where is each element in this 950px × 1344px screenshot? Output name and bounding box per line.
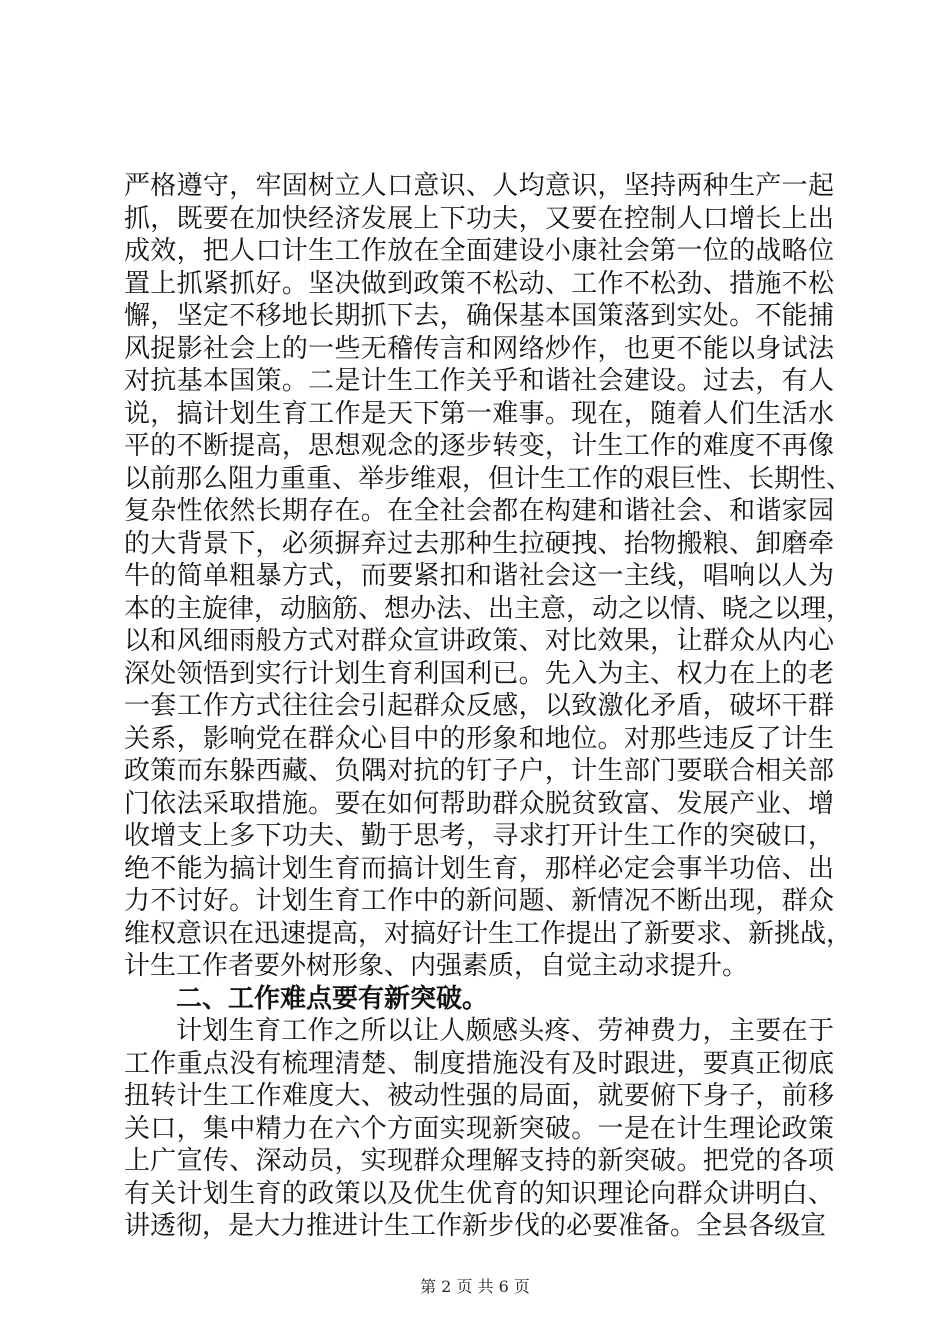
- text-line: 成效，把人口计生工作放在全面建设小康社会第一位的战略位: [124, 236, 834, 266]
- text-line: 收增支上多下功夫、勤于思考，寻求打开计生工作的突破口，: [124, 821, 834, 851]
- text-line: 维权意识在迅速提高，对搞好计生工作提出了新要求、新挑战，: [124, 918, 853, 949]
- text-line: 计划生育工作之所以让人颇感头疼、劳神费力，主要在于: [176, 1016, 834, 1046]
- text-line: 牛的简单粗暴方式，而要紧扣和谐社会这一主线，唱响以人为: [124, 561, 834, 591]
- text-line: 政策而东躲西藏、负隅对抗的钉子户，计生部门要联合相关部: [124, 756, 834, 786]
- paragraph-1: [124, 170, 853, 983]
- text-line: 风捉影社会上的一些无稽传言和网络炒作，也更不能以身试法: [124, 333, 834, 364]
- text-line: 对抗基本国策。二是计生工作关乎和谐社会建设。过去，有人: [124, 366, 834, 396]
- text-line: 门依法采取措施。要在如何帮助群众脱贫致富、发展产业、增: [124, 788, 834, 819]
- section-heading: 二、工作难点要有新突破。: [176, 983, 489, 1014]
- text-line: 以和风细雨般方式对群众宣讲政策、对比效果，让群众从内心: [124, 626, 834, 656]
- text-line: 关口，集中精力在六个方面实现新突破。一是在计生理论政策: [124, 1113, 834, 1144]
- text-line: 的大背景下，必须摒弃过去那种生拉硬拽、抬物搬粮、卸磨牵: [124, 528, 834, 559]
- body-text: [124, 170, 853, 1243]
- text-line: 绝不能为搞计划生育而搞计划生育，那样必定会事半功倍、出: [124, 853, 834, 884]
- text-line: 懈，坚定不移地长期抓下去，确保基本国策落到实处。不能捕: [124, 301, 834, 331]
- page-footer: 第 2 页 共 6 页: [420, 1277, 530, 1296]
- text-line: 有关计划生育的政策以及优生优育的知识理论向群众讲明白、: [124, 1178, 834, 1209]
- text-line: 严格遵守，牢固树立人口意识、人均意识，坚持两种生产一起: [124, 171, 834, 201]
- text-line: 力不讨好。计划生育工作中的新问题、新情况不断出现，群众: [124, 886, 834, 916]
- text-line: 抓，既要在加快经济发展上下功夫，又要在控制人口增长上出: [124, 203, 834, 234]
- text-line: 讲透彻，是大力推进计生工作新步伐的必要准备。全县各级宣: [124, 1211, 827, 1241]
- text-line: 本的主旋律，动脑筋、想办法、出主意，动之以情、晓之以理，: [124, 593, 853, 624]
- text-line: 工作重点没有梳理清楚、制度措施没有及时跟进，要真正彻底: [124, 1048, 834, 1079]
- paragraph-2: [124, 1015, 834, 1243]
- text-line: 置上抓紧抓好。坚决做到政策不松动、工作不松劲、措施不松: [124, 268, 834, 299]
- text-line: 计生工作者要外树形象、内强素质，自觉主动求提升。: [124, 951, 749, 981]
- text-line: 说，搞计划生育工作是天下第一难事。现在，随着人们生活水: [124, 398, 834, 429]
- text-line: 扭转计生工作难度大、被动性强的局面，就要俯下身子，前移: [124, 1081, 834, 1111]
- text-line: 复杂性依然长期存在。在全社会都在构建和谐社会、和谐家园: [124, 496, 834, 526]
- text-line: 上广宣传、深动员，实现群众理解支持的新突破。把党的各项: [124, 1146, 834, 1176]
- text-line: 关系，影响党在群众心目中的形象和地位。对那些违反了计生: [124, 723, 834, 754]
- text-line: 深处领悟到实行计划生育利国利已。先入为主、权力在上的老: [124, 658, 834, 689]
- text-line: 以前那么阻力重重、举步维艰，但计生工作的艰巨性、长期性、: [124, 463, 853, 494]
- text-line: 平的不断提高，思想观念的逐步转变，计生工作的难度不再像: [124, 431, 834, 461]
- text-line: 一套工作方式往往会引起群众反感，以致激化矛盾，破坏干群: [124, 691, 834, 721]
